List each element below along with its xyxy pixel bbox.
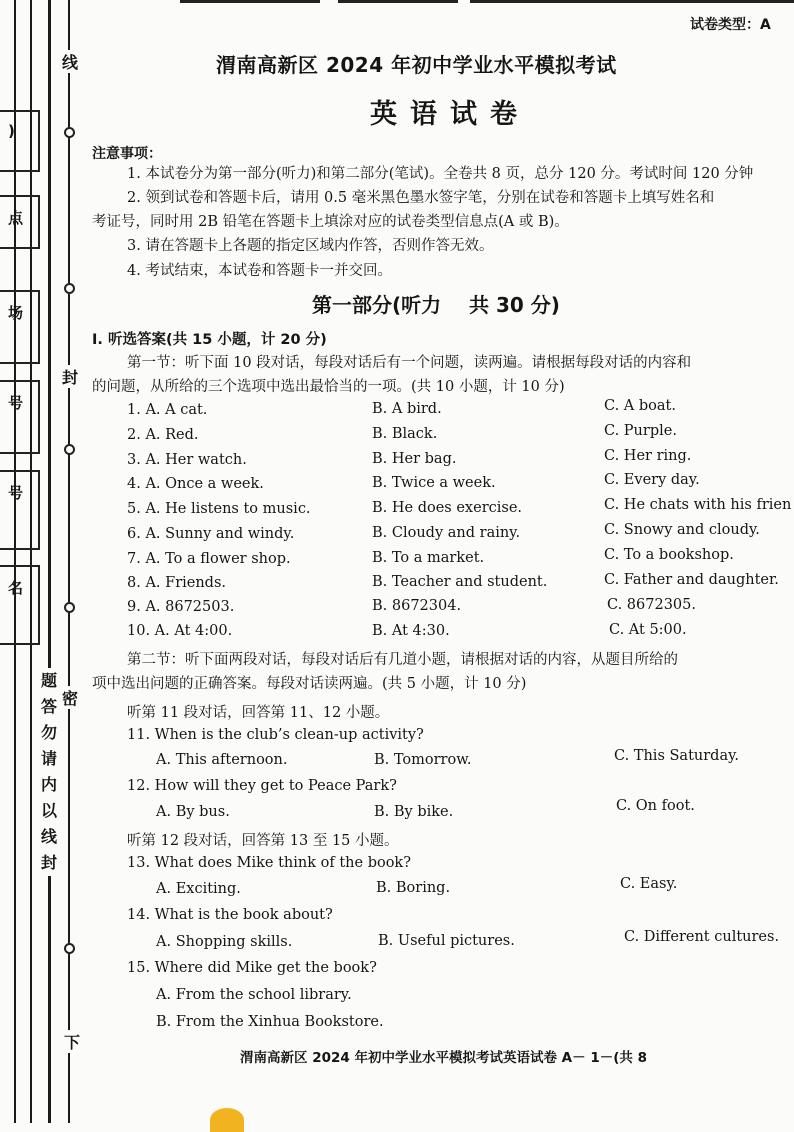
dialog-intro: 听第 12 段对话，回答第 13 至 15 小题。	[127, 833, 399, 849]
exam-title: 渭南高新区 2024 年初中学业水平模拟考试	[216, 53, 617, 77]
option-b: B. Tomorrow.	[374, 752, 472, 768]
instruction-line: 项中选出问题的正确答案。每段对话读两遍。(共 5 小题，计 10 分)	[92, 676, 527, 692]
seal-dot	[64, 127, 75, 138]
option-a: 7. A. To a flower shop.	[127, 551, 291, 567]
corner-sticker	[210, 1108, 244, 1132]
option-a: 5. A. He listens to music.	[127, 501, 311, 517]
instruction-line: 第二节：听下面两段对话，每段对话后有几道小题，请根据对话的内容，从题目所给的	[127, 652, 678, 668]
question-stem: 11. When is the club’s clean-up activity?	[127, 727, 424, 743]
seal-dot	[64, 444, 75, 455]
option-b: B. Black.	[372, 426, 438, 442]
page-footer: 渭南高新区 2024 年初中学业水平模拟考试英语试卷 A－ 1－(共 8	[240, 1050, 647, 1066]
option-c: C. On foot.	[616, 798, 695, 814]
option-c: C. Father and daughter.	[604, 572, 779, 588]
option-b: B. By bike.	[374, 804, 454, 820]
section-heading: Ⅰ. 听选答案(共 15 小题，计 20 分)	[92, 332, 327, 348]
option-b: B. Useful pictures.	[378, 933, 515, 949]
paper-type-label: 试卷类型：A	[690, 17, 771, 33]
question-stem: 15. Where did Mike get the book?	[127, 960, 377, 976]
seat-number-box: 号	[0, 380, 40, 454]
top-edge-line	[338, 0, 458, 3]
option-a: A. From the school library.	[156, 987, 352, 1003]
seal-dot	[64, 943, 75, 954]
question-stem: 14. What is the book about?	[127, 907, 333, 923]
seal-line	[68, 0, 70, 1123]
option-c: C. Easy.	[620, 876, 678, 892]
notice-heading: 注意事项：	[92, 146, 162, 162]
option-a: A. Shopping skills.	[156, 934, 293, 950]
seal-dot	[64, 602, 75, 613]
option-c: C. To a bookshop.	[604, 547, 734, 563]
option-b: B. From the Xinhua Bookstore.	[156, 1014, 384, 1030]
seal-dot	[64, 283, 75, 294]
option-b: B. Boring.	[376, 880, 451, 896]
top-edge-line	[180, 0, 320, 3]
option-c: C. Snowy and cloudy.	[604, 522, 760, 538]
notice-line: 4. 考试结束，本试卷和答题卡一并交回。	[127, 263, 392, 279]
option-a: 3. A. Her watch.	[127, 452, 247, 468]
option-a: 8. A. Friends.	[127, 575, 227, 591]
dialog-intro: 听第 11 段对话，回答第 11、12 小题。	[127, 705, 390, 721]
option-b: B. To a market.	[372, 550, 485, 566]
option-a: 2. A. Red.	[127, 427, 199, 443]
option-c: C. Purple.	[604, 423, 677, 439]
seal-mark-below: 下	[62, 1030, 82, 1053]
option-a: 9. A. 8672503.	[127, 599, 235, 615]
notice-line: 3. 请在答题卡上各题的指定区域内作答，否则作答无效。	[127, 238, 494, 254]
option-a: 10. A. At 4:00.	[127, 623, 233, 639]
exam-number-box: 号	[0, 470, 40, 550]
option-c: C. Every day.	[604, 472, 700, 488]
notice-line: 1. 本试卷分为第一部分(听力)和第二部分(笔试)。全卷共 8 页，总分 120 分。考试时间 120 分钟	[127, 166, 754, 182]
notice-line: 考证号，同时用 2B 铅笔在答题卡上填涂对应的试卷类型信息点(A 或 B)。	[92, 214, 569, 230]
option-c: C. He chats with his frien	[604, 497, 792, 513]
option-c: C. At 5:00.	[609, 622, 687, 638]
option-a: 4. A. Once a week.	[127, 476, 264, 492]
option-a: A. By bus.	[156, 804, 230, 820]
option-b: B. At 4:30.	[372, 623, 450, 639]
instruction-line: 的问题，从所给的三个选项中选出最恰当的一项。(共 10 小题，计 10 分)	[92, 379, 565, 395]
subject-title: 英语试卷	[370, 99, 530, 130]
seal-mark-line: 线	[60, 50, 80, 73]
option-a: 1. A. A cat.	[127, 402, 208, 418]
option-a: 6. A. Sunny and windy.	[127, 526, 295, 542]
option-b: B. He does exercise.	[372, 500, 523, 516]
option-c: C. Her ring.	[604, 448, 692, 464]
top-edge-line	[470, 0, 794, 3]
seal-mark-close: 密	[60, 686, 80, 709]
instruction-line: 第一节：听下面 10 段对话，每段对话后有一个问题，读两遍。请根据每段对话的内容和	[127, 355, 692, 371]
option-c: C. 8672305.	[607, 597, 696, 613]
option-a: A. This afternoon.	[156, 752, 288, 768]
name-field-box: )	[0, 110, 40, 172]
option-c: C. Different cultures.	[624, 929, 780, 945]
option-b: B. A bird.	[372, 401, 442, 417]
option-c: C. A boat.	[604, 398, 676, 414]
student-name-box: 名	[0, 565, 40, 645]
question-stem: 13. What does Mike think of the book?	[127, 855, 411, 871]
option-b: B. Cloudy and rainy.	[372, 525, 521, 541]
exam-site-box: 点	[0, 195, 40, 249]
option-b: B. 8672304.	[372, 598, 462, 614]
question-stem: 12. How will they get to Peace Park?	[127, 778, 397, 794]
part-one-title: 第一部分(听力 共 30 分)	[312, 293, 560, 317]
seal-mark-seal: 封	[60, 365, 80, 388]
option-c: C. This Saturday.	[614, 748, 739, 764]
notice-line: 2. 领到试卷和答题卡后，请用 0.5 毫米黑色墨水签字笔，分别在试卷和答题卡上填写姓名和	[127, 190, 715, 206]
seal-notice: 题 答 勿 请 内 以 线 封	[36, 668, 62, 876]
option-b: B. Her bag.	[372, 451, 457, 467]
option-b: B. Twice a week.	[372, 475, 496, 491]
option-b: B. Teacher and student.	[372, 574, 548, 590]
option-a: A. Exciting.	[156, 881, 241, 897]
exam-room-box: 场	[0, 290, 40, 364]
margin-line	[48, 0, 51, 1123]
